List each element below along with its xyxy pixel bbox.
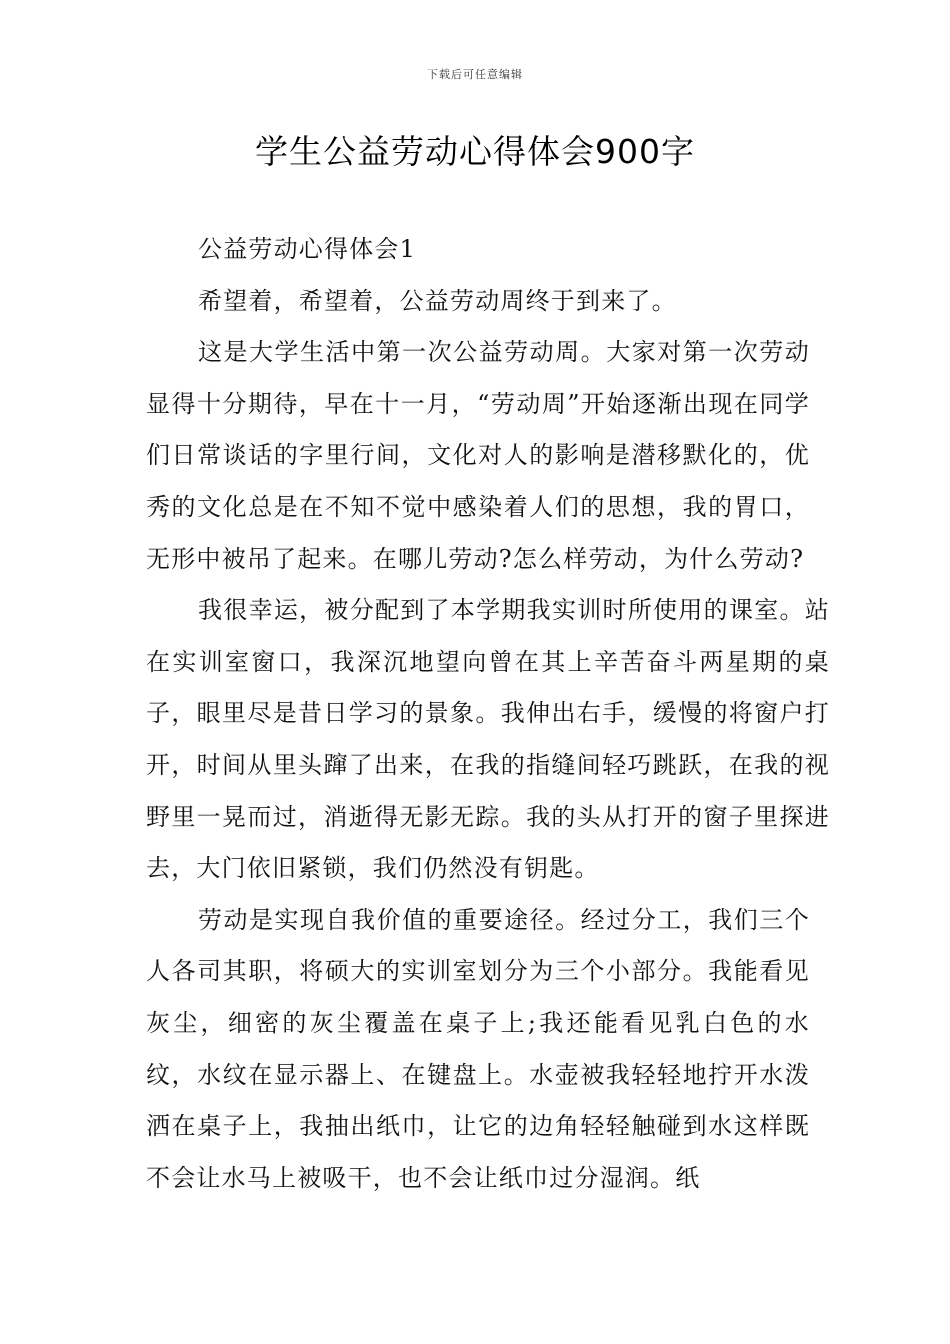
paragraph-3: 我很幸运，被分配到了本学期我实训时所使用的课室。站在实训室窗口，我深沉地望向曾在其上辛苦奋斗两星期的桌子，眼里尽是昔日学习的景象。我伸出右手，缓慢的将窗户打开，时间从里头蹿了出来，在我的指缝间轻巧跳跃，在我的视野里一晃而过，消逝得无影无踪。我的头从打开的窗子里探进去，大门依旧紧锁，我们仍然没有钥匙。 — [146, 596, 830, 883]
document-body — [146, 224, 830, 1204]
paragraph-1: 希望着，希望着，公益劳动周终于到来了。 — [198, 286, 677, 315]
paragraph-subtitle: 公益劳动心得体会1 — [198, 235, 417, 263]
paragraph-4: 劳动是实现自我价值的重要途径。经过分工，我们三个人各司其职，将硕大的实训室划分为三个小部分。我能看见灰尘，细密的灰尘覆盖在桌子上;我还能看见乳白色的水纹，水纹在显示器上、在键盘上。水壶被我轻轻地拧开水泼洒在桌子上，我抽出纸巾，让它的边角轻轻触碰到水这样既不会让水马上被吸干，也不会让纸巾过分湿润。纸 — [146, 905, 810, 1192]
paragraph-2: 这是大学生活中第一次公益劳动周。大家对第一次劳动显得十分期待，早在十一月，“劳动周”开始逐渐出现在同学们日常谈话的字里行间，文化对人的影响是潜移默化的，优秀的文化总是在不知不觉中感染着人们的思想，我的胃口，无形中被吊了起来。在哪儿劳动?怎么样劳动，为什么劳动? — [146, 338, 810, 573]
document-title: 学生公益劳动心得体会900字 — [255, 132, 695, 171]
header-note: 下载后可任意编辑 — [427, 68, 523, 81]
